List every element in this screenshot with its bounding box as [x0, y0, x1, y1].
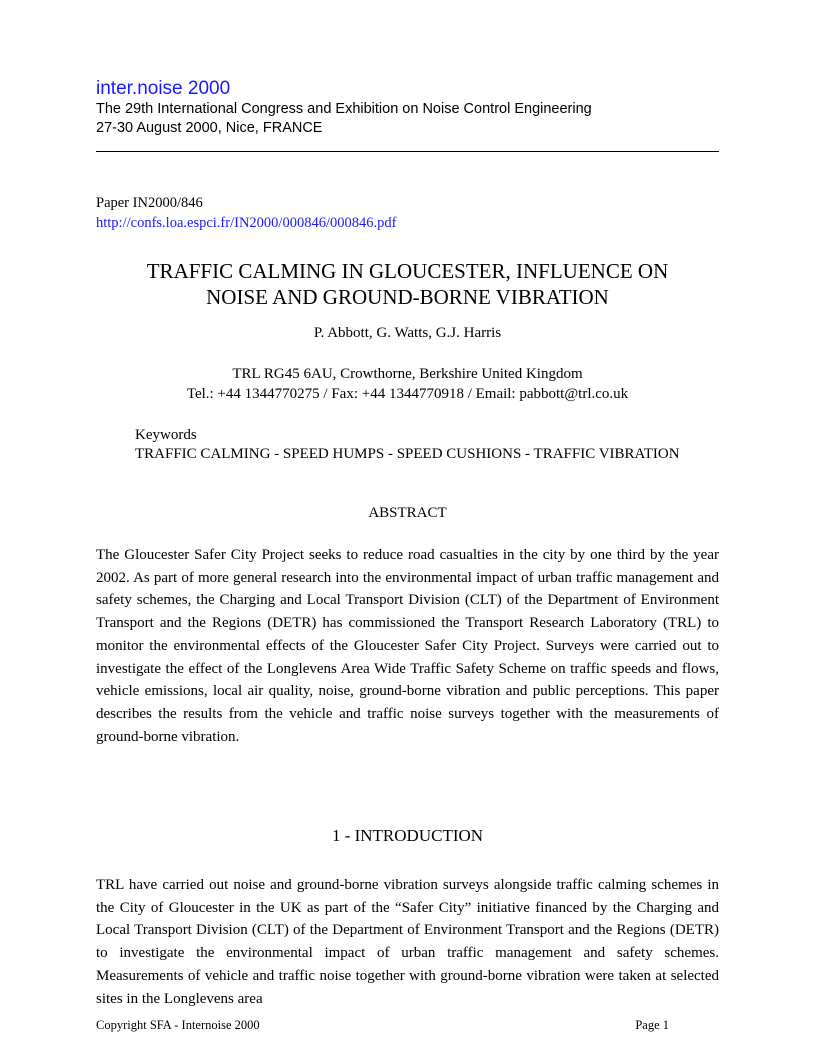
keywords-heading: Keywords — [135, 427, 197, 443]
keywords-text: TRAFFIC CALMING - SPEED HUMPS - SPEED CUSHIONS - TRAFFIC VIBRATION — [135, 446, 680, 462]
header-divider — [96, 151, 719, 152]
conference-subtitle: The 29th International Congress and Exhibition on Noise Control Engineering — [96, 101, 592, 117]
page-footer — [96, 1017, 719, 1033]
introduction-text: TRL have carried out noise and ground-borne vibration surveys alongside traffic calming schemes in the City of Gloucester in the UK as part of the “Safer City” initiative financed by the Charging and Local Transport Division (CLT) of the Department of Environment Transport and the Regions (DETR) to investigate the environmental impact of urban traffic management and safety schemes. Measurements of vehicle and traffic noise together with ground-borne vibration were taken at selected sites in the Longlevens area — [96, 877, 719, 1007]
conference-name: inter.noise 2000 — [96, 78, 231, 99]
affiliation-address: TRL RG45 6AU, Crowthorne, Berkshire United Kingdom — [232, 366, 583, 382]
paper-title-line-2: NOISE AND GROUND-BORNE VIBRATION — [206, 285, 609, 309]
footer-page-number: Page 1 — [635, 1018, 669, 1032]
paper-title — [96, 258, 719, 310]
footer-copyright: Copyright SFA - Internoise 2000 — [96, 1018, 260, 1032]
paper-title-line-1: TRAFFIC CALMING IN GLOUCESTER, INFLUENCE ON — [146, 259, 669, 283]
paper-authors: P. Abbott, G. Watts, G.J. Harris — [313, 325, 502, 341]
keywords-block — [135, 426, 695, 464]
paper-id: Paper IN2000/846 — [96, 195, 203, 211]
paper-url-link[interactable]: http://confs.loa.espci.fr/IN2000/000846/000846.pdf — [96, 215, 397, 231]
introduction-heading: 1 - INTRODUCTION — [331, 826, 484, 845]
abstract-heading: ABSTRACT — [368, 505, 447, 521]
affiliation-contact: Tel.: +44 1344770275 / Fax: +44 1344770918 / Email: pabbott@trl.co.uk — [186, 386, 629, 402]
conference-header — [96, 78, 736, 138]
abstract-text: The Gloucester Safer City Project seeks to reduce road casualties in the city by one third by the year 2002. As part of more general research into the environmental impact of urban traffic management and safety schemes, the Charging and Local Transport Division (CLT) of the Department of Environment Transport and the Regions (DETR) has commissioned the Transport Research Laboratory (TRL) to monitor the environmental effects of the Gloucester Safer City Project. Surveys were carried out to investigate the effect of the Longlevens Area Wide Traffic Safety Scheme on traffic speeds and flows, vehicle emissions, local air quality, noise, ground-borne vibration and public perceptions. This paper describes the results from the vehicle and traffic noise surveys together with the measurements of ground-borne vibration. — [96, 547, 719, 745]
conference-date-place: 27-30 August 2000, Nice, FRANCE — [96, 120, 323, 136]
paper-affiliation — [96, 364, 719, 404]
